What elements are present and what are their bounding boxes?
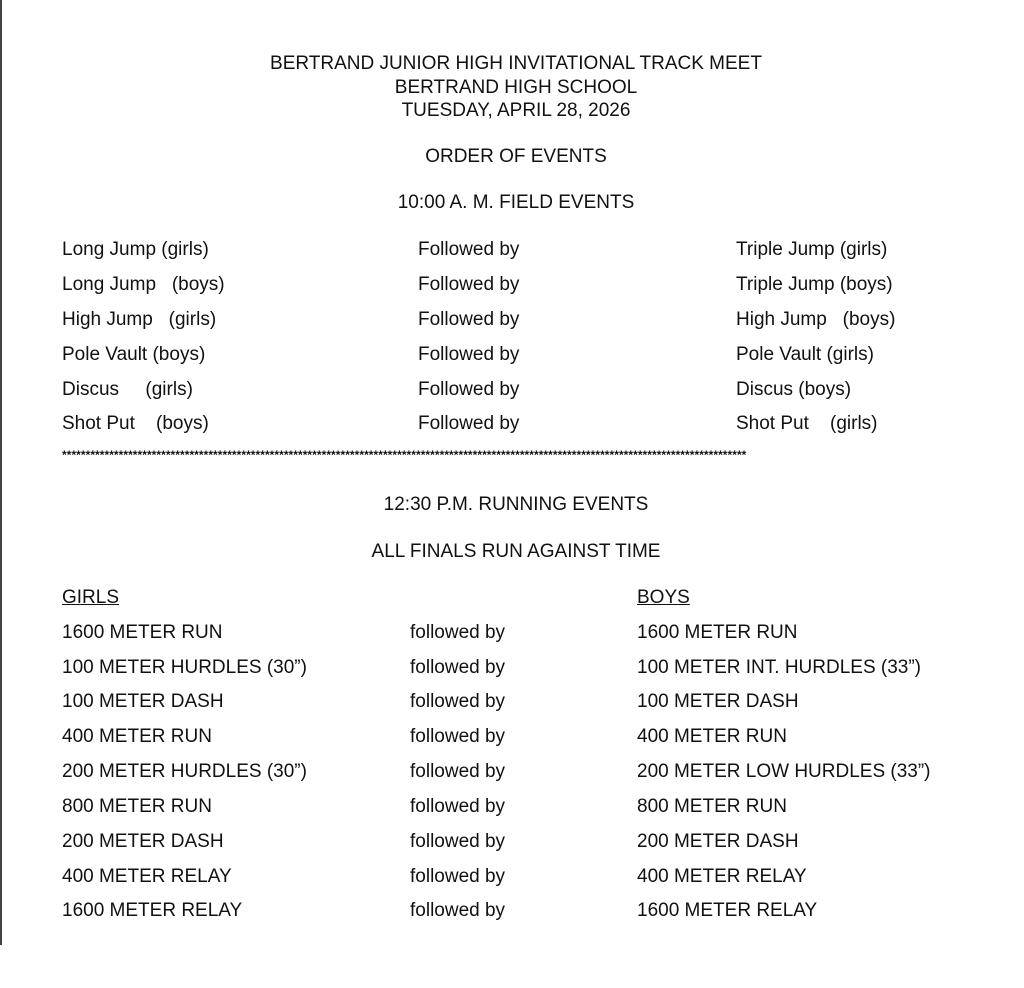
running-event-row (0, 691, 1024, 717)
field-event-row (0, 309, 1024, 335)
running-event-row (0, 900, 1024, 926)
finals-note: ALL FINALS RUN AGAINST TIME (371, 541, 661, 562)
field-event-first: Long Jump (boys) (62, 274, 225, 295)
field-event-second: Discus (boys) (736, 379, 852, 400)
boys-event: 400 METER RUN (637, 726, 787, 747)
running-event-row (0, 761, 1024, 787)
boys-event: 100 METER DASH (637, 691, 799, 712)
running-connector: followed by (410, 657, 506, 678)
field-event-second: Triple Jump (girls) (736, 239, 888, 260)
running-event-row (0, 726, 1024, 752)
running-event-row (0, 866, 1024, 892)
girls-column-heading: GIRLS (62, 587, 120, 608)
girls-event: 200 METER HURDLES (30”) (62, 761, 307, 782)
field-event-second: Shot Put (girls) (736, 413, 878, 434)
running-connector: followed by (410, 726, 506, 747)
boys-event: 200 METER LOW HURDLES (33”) (637, 761, 931, 782)
girls-event: 400 METER RELAY (62, 866, 232, 887)
running-events-heading: 12:30 P.M. RUNNING EVENTS (383, 494, 649, 515)
girls-event: 200 METER DASH (62, 831, 224, 852)
field-event-row (0, 413, 1024, 439)
running-event-row (0, 622, 1024, 648)
running-event-row (0, 831, 1024, 857)
girls-event: 400 METER RUN (62, 726, 212, 747)
meet-title: BERTRAND JUNIOR HIGH INVITATIONAL TRACK MEET (270, 53, 762, 74)
boys-event: 400 METER RELAY (637, 866, 807, 887)
running-connector: followed by (410, 831, 506, 852)
venue-title: BERTRAND HIGH SCHOOL (394, 77, 638, 98)
girls-event: 1600 METER RUN (62, 622, 223, 643)
running-connector: followed by (410, 866, 506, 887)
boys-event: 1600 METER RELAY (637, 900, 818, 921)
running-connector: followed by (410, 900, 506, 921)
running-connector: followed by (410, 622, 506, 643)
asterisk-divider: ************************************************************************************************************************************************* (62, 448, 747, 462)
field-event-first: Discus (girls) (62, 379, 193, 400)
field-event-first: Long Jump (girls) (62, 239, 209, 260)
field-event-first: Shot Put (boys) (62, 413, 209, 434)
order-of-events-heading: ORDER OF EVENTS (425, 146, 607, 167)
field-event-row (0, 344, 1024, 370)
field-event-connector: Followed by (418, 239, 520, 260)
field-event-connector: Followed by (418, 379, 520, 400)
boys-event: 1600 METER RUN (637, 622, 798, 643)
field-event-row (0, 239, 1024, 265)
girls-event: 1600 METER RELAY (62, 900, 243, 921)
girls-event: 100 METER DASH (62, 691, 224, 712)
field-event-second: High Jump (boys) (736, 309, 896, 330)
boys-event: 800 METER RUN (637, 796, 787, 817)
boys-event: 200 METER DASH (637, 831, 799, 852)
field-event-connector: Followed by (418, 274, 520, 295)
field-event-connector: Followed by (418, 309, 520, 330)
field-event-second: Pole Vault (girls) (736, 344, 874, 365)
field-event-connector: Followed by (418, 344, 520, 365)
field-event-second: Triple Jump (boys) (736, 274, 893, 295)
field-event-connector: Followed by (418, 413, 520, 434)
field-event-first: Pole Vault (boys) (62, 344, 206, 365)
girls-event: 800 METER RUN (62, 796, 212, 817)
boys-column-heading: BOYS (637, 587, 690, 608)
girls-event: 100 METER HURDLES (30”) (62, 657, 307, 678)
boys-event: 100 METER INT. HURDLES (33”) (637, 657, 922, 678)
field-event-first: High Jump (girls) (62, 309, 217, 330)
running-connector: followed by (410, 761, 506, 782)
running-event-row (0, 796, 1024, 822)
field-event-row (0, 379, 1024, 405)
field-event-row (0, 274, 1024, 300)
running-connector: followed by (410, 796, 506, 817)
running-event-row (0, 657, 1024, 683)
meet-date: TUESDAY, APRIL 28, 2026 (401, 100, 631, 121)
running-connector: followed by (410, 691, 506, 712)
field-events-heading: 10:00 A. M. FIELD EVENTS (397, 192, 635, 213)
